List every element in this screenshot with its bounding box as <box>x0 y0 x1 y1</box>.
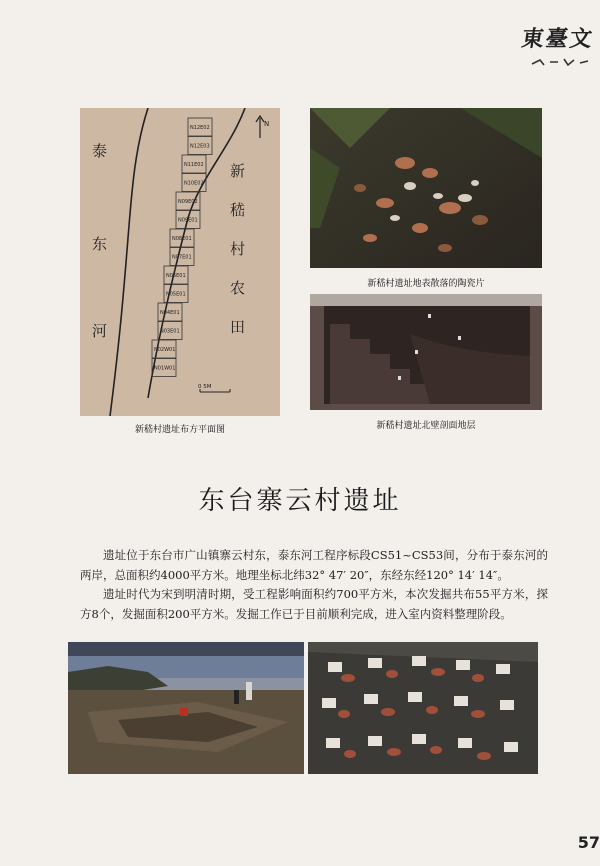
section-title: 东台寨云村遗址 <box>198 486 402 516</box>
grid-unit-label: N12E03 <box>190 143 210 150</box>
page-number: 57 <box>577 833 600 852</box>
site-plan-map <box>80 108 280 416</box>
field-char: 农 <box>230 279 246 297</box>
grid-unit-label: N06E01 <box>166 273 186 279</box>
river-label <box>92 144 112 339</box>
field-char: 村 <box>230 240 246 258</box>
photo-artifacts-layout <box>308 642 538 774</box>
grid-unit-label: N05E01 <box>166 291 186 298</box>
field-char: 田 <box>230 318 246 336</box>
river-char: 泰 <box>92 142 108 160</box>
artifacts-layout-image <box>308 642 538 774</box>
photo-pottery-caption: 新嵇村遗址地表散落的陶瓷片 <box>367 279 485 289</box>
photo-excavation-site <box>68 642 304 774</box>
grid-unit-label: N01W01 <box>154 365 176 372</box>
photo-section-wall <box>310 294 542 410</box>
scale-label: 0 5M <box>198 384 212 390</box>
grid-unit-label: N03E01 <box>160 328 180 335</box>
header-decoration <box>530 56 590 68</box>
photo-pottery-sherds <box>310 108 542 268</box>
excavation-site-image <box>68 642 304 774</box>
header-logo: 東臺文 <box>519 26 596 52</box>
body-paragraph-1: 遗址位于东台市广山镇寨云村东，泰东河工程序标段CS51~CS53间，分布于泰东河的两岸，总面积约4000平方米。地理坐标北纬32° 47′ 20″，东经东经120° 14′ 14″。 <box>80 548 548 582</box>
section-wall-image <box>310 294 542 410</box>
grid-unit-label: N10E02 <box>184 180 204 187</box>
grid-unit-label: N12E02 <box>190 125 210 131</box>
grid-unit-label: N09E02 <box>178 199 198 205</box>
body-text <box>80 546 548 624</box>
grid-unit-label: N02W01 <box>154 347 176 353</box>
field-label <box>230 164 250 335</box>
pottery-sherds-image <box>310 108 542 268</box>
body-paragraph-2: 遗址时代为宋到明清时期，受工程影响面积约700平方米，本次发掘共布55平方米，探方8个，发掘面积200平方米。发掘工作已于目前顺利完成，进入室内资料整理阶段。 <box>80 587 548 621</box>
map-caption: 新嵇村遗址布方平面图 <box>134 425 225 435</box>
grid-unit-label: N09E01 <box>178 217 198 224</box>
grid-unit-label: N11E02 <box>184 162 204 168</box>
svg-text:N: N <box>264 120 270 128</box>
river-char: 东 <box>92 235 108 253</box>
field-char: 新 <box>230 162 246 180</box>
grid-unit-label: N08E01 <box>172 236 192 242</box>
grid-unit-label: N04E01 <box>160 310 180 316</box>
photo-section-caption: 新嵇村遗址北壁剖面地层 <box>376 421 476 431</box>
field-char: 嵇 <box>230 201 246 219</box>
river-char: 河 <box>92 322 108 340</box>
grid-unit-label: N07E01 <box>172 254 192 261</box>
